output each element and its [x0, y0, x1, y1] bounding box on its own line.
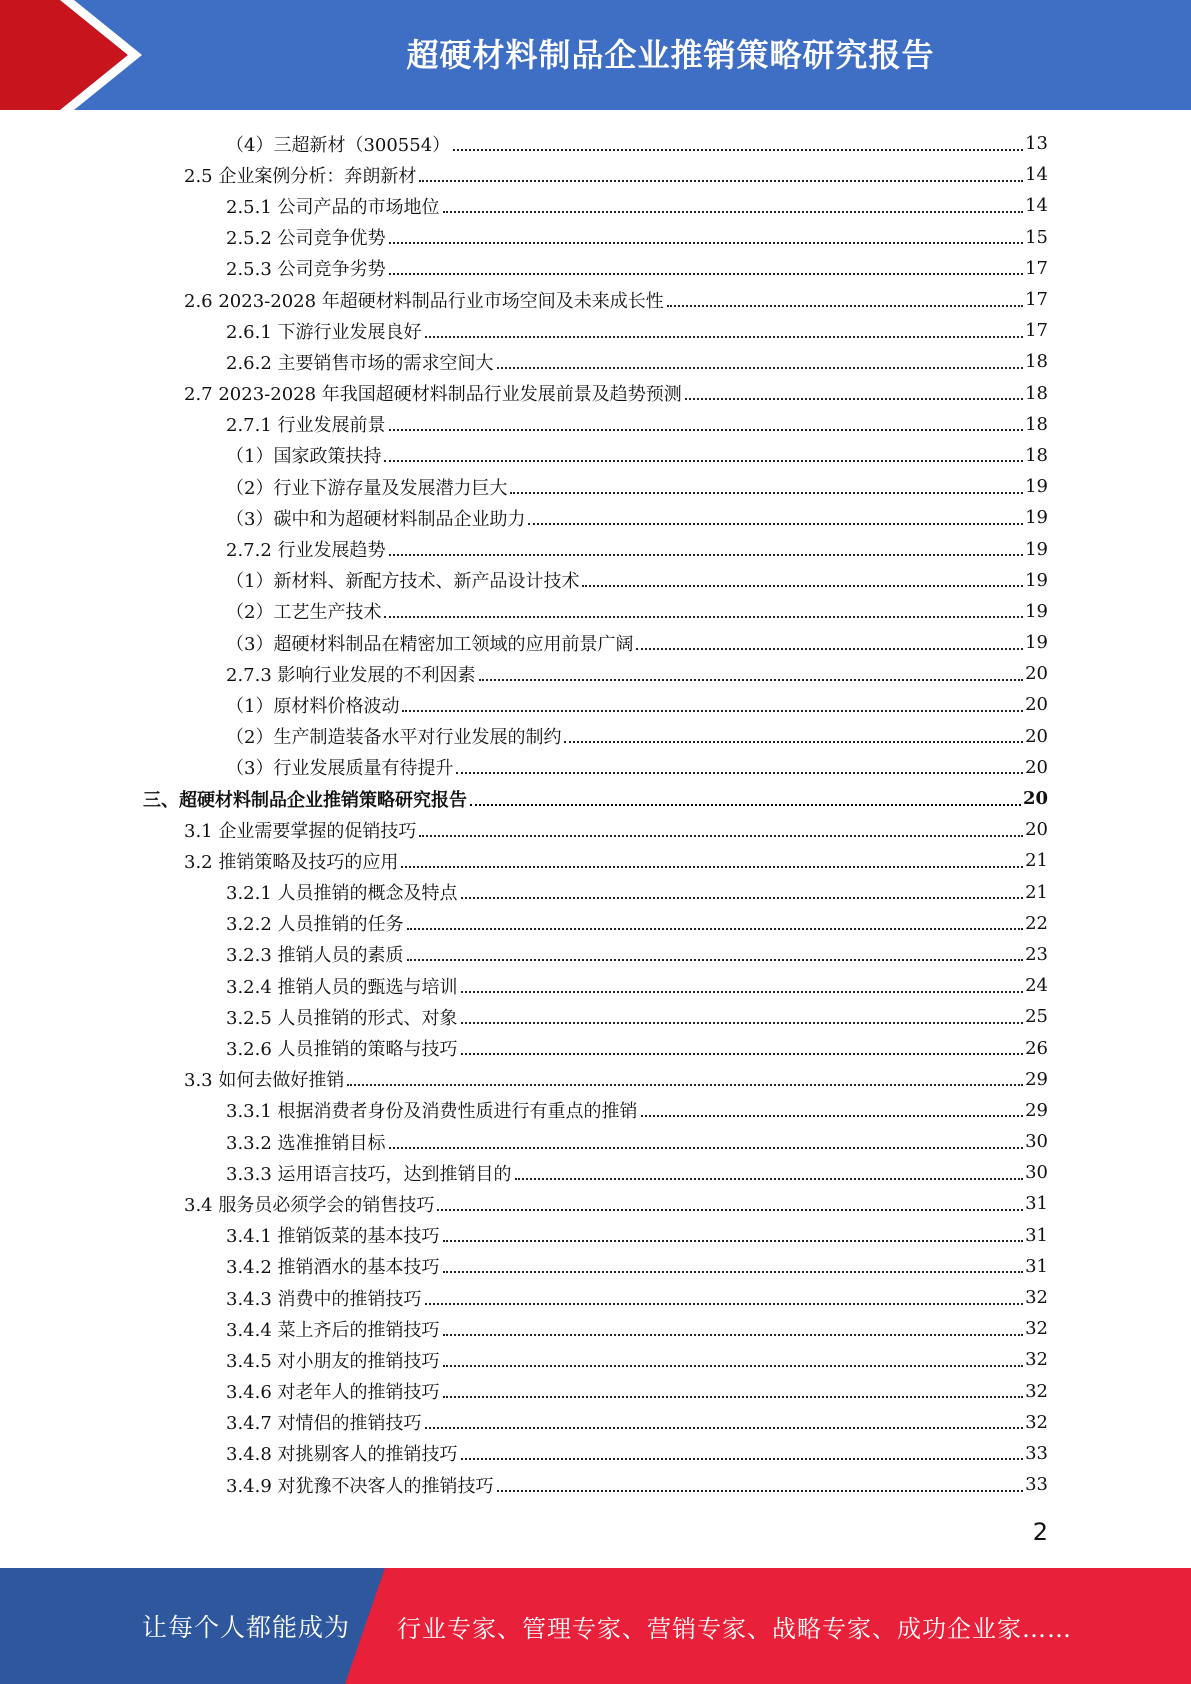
toc-entry[interactable] — [0, 1064, 1048, 1095]
toc-entry[interactable] — [0, 1282, 1048, 1313]
toc-dot-leader — [667, 305, 1023, 307]
toc-dot-leader — [470, 804, 1021, 806]
toc-entry[interactable] — [0, 1344, 1048, 1375]
toc-entry-page: 20 — [1025, 663, 1048, 685]
toc-entry[interactable] — [0, 783, 1048, 814]
toc-entry[interactable] — [0, 596, 1048, 627]
toc-entry-label: 3.2.2 人员推销的任务 — [226, 914, 404, 936]
toc-entry-page: 20 — [1025, 725, 1048, 747]
toc-entry-page: 25 — [1025, 1006, 1048, 1028]
toc-entry-label: 3.4.1 推销饭菜的基本技巧 — [226, 1226, 440, 1248]
toc-dot-leader — [425, 1303, 1024, 1305]
toc-dot-leader — [515, 1178, 1024, 1180]
toc-entry-page: 29 — [1025, 1068, 1048, 1090]
toc-entry-page: 19 — [1025, 569, 1048, 591]
toc-entry-page: 32 — [1025, 1380, 1048, 1402]
toc-entry-label: 2.5.3 公司竞争劣势 — [226, 259, 386, 281]
toc-entry[interactable] — [0, 502, 1048, 533]
toc-dot-leader — [685, 398, 1023, 400]
toc-entry-page: 18 — [1025, 444, 1048, 466]
toc-entry-page: 33 — [1025, 1474, 1048, 1496]
toc-entry-label: （2）行业下游存量及发展潜力巨大 — [226, 477, 508, 499]
toc-entry-page: 19 — [1025, 507, 1048, 529]
toc-entry-label: 3.3.1 根据消费者身份及消费性质进行有重点的推销 — [226, 1101, 638, 1123]
toc-entry[interactable] — [0, 1001, 1048, 1032]
toc-entry[interactable] — [0, 128, 1048, 159]
toc-entry[interactable] — [0, 877, 1048, 908]
toc-entry[interactable] — [0, 1157, 1048, 1188]
toc-entry[interactable] — [0, 1220, 1048, 1251]
toc-entry[interactable] — [0, 440, 1048, 471]
page-number: 2 — [1032, 1518, 1048, 1546]
toc-entry[interactable] — [0, 970, 1048, 1001]
toc-dot-leader — [407, 959, 1024, 961]
toc-entry-label: （2）生产制造装备水平对行业发展的制约 — [226, 727, 562, 749]
table-of-contents — [0, 128, 1191, 1500]
toc-entry-page: 23 — [1025, 943, 1048, 965]
toc-entry-label: 3.4.9 对犹豫不决客人的推销技巧 — [226, 1475, 494, 1497]
toc-entry[interactable] — [0, 253, 1048, 284]
toc-entry[interactable] — [0, 814, 1048, 845]
toc-dot-leader — [461, 1053, 1024, 1055]
toc-entry-page: 21 — [1025, 850, 1048, 872]
toc-entry-page: 19 — [1025, 538, 1048, 560]
toc-entry[interactable] — [0, 1469, 1048, 1500]
toc-entry-page: 19 — [1025, 476, 1048, 498]
toc-entry[interactable] — [0, 908, 1048, 939]
toc-dot-leader — [510, 492, 1023, 494]
toc-entry-label: 3.2.3 推销人员的素质 — [226, 945, 404, 967]
toc-entry[interactable] — [0, 471, 1048, 502]
toc-entry[interactable] — [0, 1032, 1048, 1063]
toc-entry-page: 29 — [1025, 1099, 1048, 1121]
toc-entry-label: 3.1 企业需要掌握的促销技巧 — [184, 820, 417, 842]
toc-entry-label: （3）超硬材料制品在精密加工领域的应用前景广阔 — [226, 633, 634, 655]
toc-entry-label: 3.3.3 运用语言技巧，达到推销目的 — [226, 1163, 512, 1185]
toc-entry-page: 32 — [1025, 1349, 1048, 1371]
toc-entry[interactable] — [0, 565, 1048, 596]
toc-entry-page: 19 — [1025, 600, 1048, 622]
toc-entry-page: 31 — [1025, 1255, 1048, 1277]
header-title: 超硬材料制品企业推销策略研究报告 — [406, 35, 935, 74]
toc-entry-label: 3.4.7 对情侣的推销技巧 — [226, 1413, 422, 1435]
toc-dot-leader — [419, 180, 1023, 182]
footer-slogan-left: 让每个人都能成为 — [142, 1613, 351, 1642]
toc-entry-label: 三、超硬材料制品企业推销策略研究报告 — [143, 789, 467, 811]
toc-entry[interactable] — [0, 1376, 1048, 1407]
toc-dot-leader — [641, 1115, 1024, 1117]
toc-entry-label: 2.7.2 行业发展趋势 — [226, 540, 386, 562]
toc-entry-label: 3.3 如何去做好推销 — [184, 1070, 345, 1092]
toc-dot-leader — [443, 211, 1024, 213]
toc-entry-label: （4）三超新材（300554） — [226, 134, 451, 156]
toc-entry-label: 2.7.1 行业发展前景 — [226, 415, 386, 437]
toc-entry[interactable] — [0, 409, 1048, 440]
toc-entry-page: 30 — [1025, 1131, 1048, 1153]
toc-entry-page: 30 — [1025, 1162, 1048, 1184]
toc-dot-leader — [443, 1271, 1024, 1273]
toc-entry[interactable] — [0, 315, 1048, 346]
toc-entry-label: 3.4.4 菜上齐后的推销技巧 — [226, 1319, 440, 1341]
toc-entry-page: 18 — [1025, 382, 1048, 404]
toc-dot-leader — [497, 367, 1024, 369]
toc-entry-page: 15 — [1025, 226, 1048, 248]
toc-entry-page: 20 — [1025, 819, 1048, 841]
toc-entry-label: （1）原材料价格波动 — [226, 695, 400, 717]
toc-dot-leader — [456, 772, 1023, 774]
toc-entry[interactable] — [0, 190, 1048, 221]
toc-entry-label: 3.2.4 推销人员的甄选与培训 — [226, 976, 458, 998]
toc-dot-leader — [384, 460, 1023, 462]
toc-dot-leader — [389, 429, 1024, 431]
toc-dot-leader — [419, 835, 1023, 837]
toc-dot-leader — [407, 928, 1024, 930]
toc-entry-page: 21 — [1025, 881, 1048, 903]
toc-entry-page: 20 — [1022, 788, 1048, 810]
toc-entry-page: 18 — [1025, 413, 1048, 435]
toc-entry-page: 32 — [1025, 1411, 1048, 1433]
toc-entry[interactable] — [0, 533, 1048, 564]
toc-dot-leader — [389, 554, 1024, 556]
toc-entry[interactable] — [0, 222, 1048, 253]
toc-entry[interactable] — [0, 1313, 1048, 1344]
toc-entry[interactable] — [0, 627, 1048, 658]
footer-slogan-right: 行业专家、管理专家、营销专家、战略专家、成功企业家…… — [397, 1614, 1072, 1643]
toc-entry-label: 2.7 2023-2028 年我国超硬材料制品行业发展前景及趋势预测 — [184, 384, 682, 406]
toc-dot-leader — [443, 1240, 1024, 1242]
toc-dot-leader — [528, 523, 1023, 525]
toc-entry[interactable] — [0, 721, 1048, 752]
toc-dot-leader — [389, 273, 1024, 275]
toc-entry-page: 14 — [1025, 164, 1048, 186]
toc-entry-label: 2.7.3 影响行业发展的不利因素 — [226, 664, 476, 686]
toc-entry[interactable] — [0, 689, 1048, 720]
toc-entry[interactable] — [0, 1188, 1048, 1219]
toc-entry[interactable] — [0, 1095, 1048, 1126]
toc-entry-page: 31 — [1025, 1224, 1048, 1246]
toc-entry-page: 26 — [1025, 1037, 1048, 1059]
toc-entry-page: 32 — [1025, 1318, 1048, 1340]
toc-entry-page: 24 — [1025, 975, 1048, 997]
toc-entry-label: 3.4.6 对老年人的推销技巧 — [226, 1382, 440, 1404]
toc-dot-leader — [443, 1365, 1024, 1367]
toc-entry-label: 3.4.3 消费中的推销技巧 — [226, 1288, 422, 1310]
toc-entry-page: 17 — [1025, 289, 1048, 311]
toc-entry-label: 3.2.6 人员推销的策略与技巧 — [226, 1039, 458, 1061]
header-arrow-decoration — [0, 0, 150, 110]
toc-entry-label: 3.4.8 对挑剔客人的推销技巧 — [226, 1444, 458, 1466]
toc-entry[interactable] — [0, 939, 1048, 970]
toc-entry-label: （1）国家政策扶持 — [226, 446, 382, 468]
toc-dot-leader — [636, 648, 1023, 650]
toc-dot-leader — [461, 991, 1024, 993]
toc-entry[interactable] — [0, 845, 1048, 876]
toc-entry-page: 17 — [1025, 320, 1048, 342]
toc-entry[interactable] — [0, 284, 1048, 315]
toc-entry-label: 3.2.1 人员推销的概念及特点 — [226, 883, 458, 905]
toc-dot-leader — [402, 710, 1023, 712]
toc-entry-label: 3.4.2 推销酒水的基本技巧 — [226, 1257, 440, 1279]
toc-entry-label: （1）新材料、新配方技术、新产品设计技术 — [226, 571, 580, 593]
page-footer — [0, 1568, 1191, 1684]
toc-entry-label: 2.5.2 公司竞争优势 — [226, 228, 386, 250]
toc-dot-leader — [443, 1334, 1024, 1336]
toc-entry-label: 3.3.2 选准推销目标 — [226, 1132, 386, 1154]
toc-entry-page: 33 — [1025, 1442, 1048, 1464]
toc-dot-leader — [479, 679, 1024, 681]
toc-dot-leader — [389, 242, 1024, 244]
toc-entry-label: 3.2 推销策略及技巧的应用 — [184, 851, 399, 873]
toc-dot-leader — [384, 616, 1023, 618]
toc-entry-page: 22 — [1025, 912, 1048, 934]
toc-entry-label: 3.2.5 人员推销的形式、对象 — [226, 1007, 458, 1029]
toc-entry[interactable] — [0, 1438, 1048, 1469]
toc-entry[interactable] — [0, 1251, 1048, 1282]
toc-entry-page: 20 — [1025, 756, 1048, 778]
toc-dot-leader — [425, 336, 1024, 338]
toc-dot-leader — [425, 1427, 1024, 1429]
toc-entry-page: 32 — [1025, 1287, 1048, 1309]
toc-dot-leader — [461, 1458, 1024, 1460]
toc-dot-leader — [401, 866, 1023, 868]
toc-entry-page: 18 — [1025, 351, 1048, 373]
toc-entry-label: 2.5 企业案例分析：奔朗新材 — [184, 165, 417, 187]
toc-dot-leader — [437, 1209, 1023, 1211]
toc-entry-label: 2.6 2023-2028 年超硬材料制品行业市场空间及未来成长性 — [184, 290, 664, 312]
toc-entry-page: 14 — [1025, 195, 1048, 217]
toc-dot-leader — [443, 1396, 1024, 1398]
toc-entry[interactable] — [0, 752, 1048, 783]
toc-dot-leader — [389, 1147, 1024, 1149]
toc-dot-leader — [461, 897, 1024, 899]
toc-dot-leader — [347, 1084, 1023, 1086]
toc-entry-page: 13 — [1025, 133, 1048, 155]
toc-entry[interactable] — [0, 1126, 1048, 1157]
toc-entry-label: 2.6.2 主要销售市场的需求空间大 — [226, 352, 494, 374]
toc-entry-label: （3）行业发展质量有待提升 — [226, 758, 454, 780]
toc-entry-page: 20 — [1025, 694, 1048, 716]
toc-dot-leader — [497, 1490, 1024, 1492]
toc-dot-leader — [582, 585, 1023, 587]
toc-entry-page: 31 — [1025, 1193, 1048, 1215]
toc-entry-label: 2.5.1 公司产品的市场地位 — [226, 196, 440, 218]
toc-entry-label: （3）碳中和为超硬材料制品企业助力 — [226, 508, 526, 530]
toc-dot-leader — [453, 149, 1023, 151]
toc-entry[interactable] — [0, 658, 1048, 689]
toc-entry[interactable] — [0, 1407, 1048, 1438]
toc-entry[interactable] — [0, 378, 1048, 409]
toc-entry[interactable] — [0, 159, 1048, 190]
toc-entry[interactable] — [0, 346, 1048, 377]
toc-entry-label: （2）工艺生产技术 — [226, 602, 382, 624]
toc-entry-label: 3.4 服务员必须学会的销售技巧 — [184, 1194, 435, 1216]
toc-entry-page: 19 — [1025, 632, 1048, 654]
toc-entry-page: 17 — [1025, 257, 1048, 279]
toc-dot-leader — [461, 1022, 1024, 1024]
toc-entry-label: 3.4.5 对小朋友的推销技巧 — [226, 1350, 440, 1372]
page-header — [0, 0, 1191, 110]
toc-entry-label: 2.6.1 下游行业发展良好 — [226, 321, 422, 343]
toc-dot-leader — [564, 741, 1023, 743]
